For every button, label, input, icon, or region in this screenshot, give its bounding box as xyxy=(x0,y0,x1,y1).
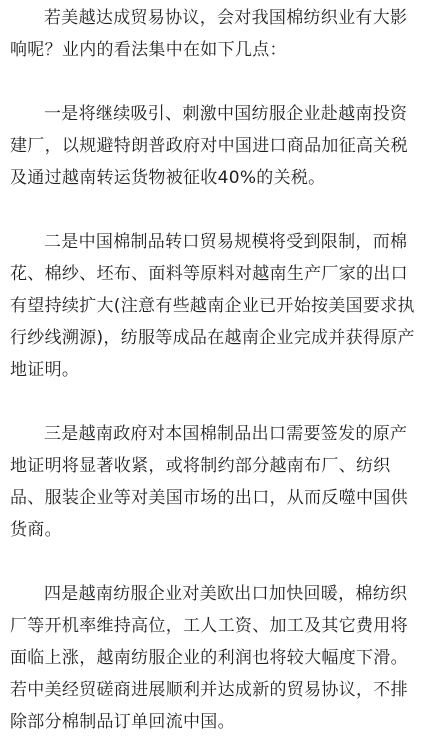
paragraph-gap xyxy=(10,194,420,226)
paragraph-point-four: 四是越南纺服企业对美欧出口加快回暖，棉纺织厂等开机率维持高位，工人工资、加工及其它费用将面临上涨，越南纺服企业的利润也将较大幅度下滑。若中美经贸磋商进展顺利并达成新的贸易协议，不排除部分棉制品订单回流中国。 xyxy=(10,584,408,732)
article-body xyxy=(10,0,420,738)
paragraph-gap xyxy=(10,66,420,98)
paragraph-point-three: 三是越南政府对本国棉制品出口需要签发的原产地证明将显著收紧，或将制约部分越南布厂、纺织品、服装企业等对美国市场的出口，从而反噬中国供货商。 xyxy=(10,424,408,540)
paragraph-intro: 若美越达成贸易协议，会对我国棉纺织业有大影响呢？业内的看法集中在如下几点： xyxy=(10,8,408,60)
paragraph-gap xyxy=(10,546,420,578)
paragraph-point-one: 一是将继续吸引、刺激中国纺服企业赴越南投资建厂，以规避特朗普政府对中国进口商品加征高关税及通过越南转运货物被征收40%的关税。 xyxy=(10,104,408,188)
paragraph-gap xyxy=(10,386,420,418)
paragraph-point-two: 二是中国棉制品转口贸易规模将受到限制，而棉花、棉纱、坯布、面料等原料对越南生产厂家的出口有望持续扩大(注意有些越南企业已开始按美国要求执行纱线溯源)，纺服等成品在越南企业完成并获得原产地证明。 xyxy=(10,232,415,380)
